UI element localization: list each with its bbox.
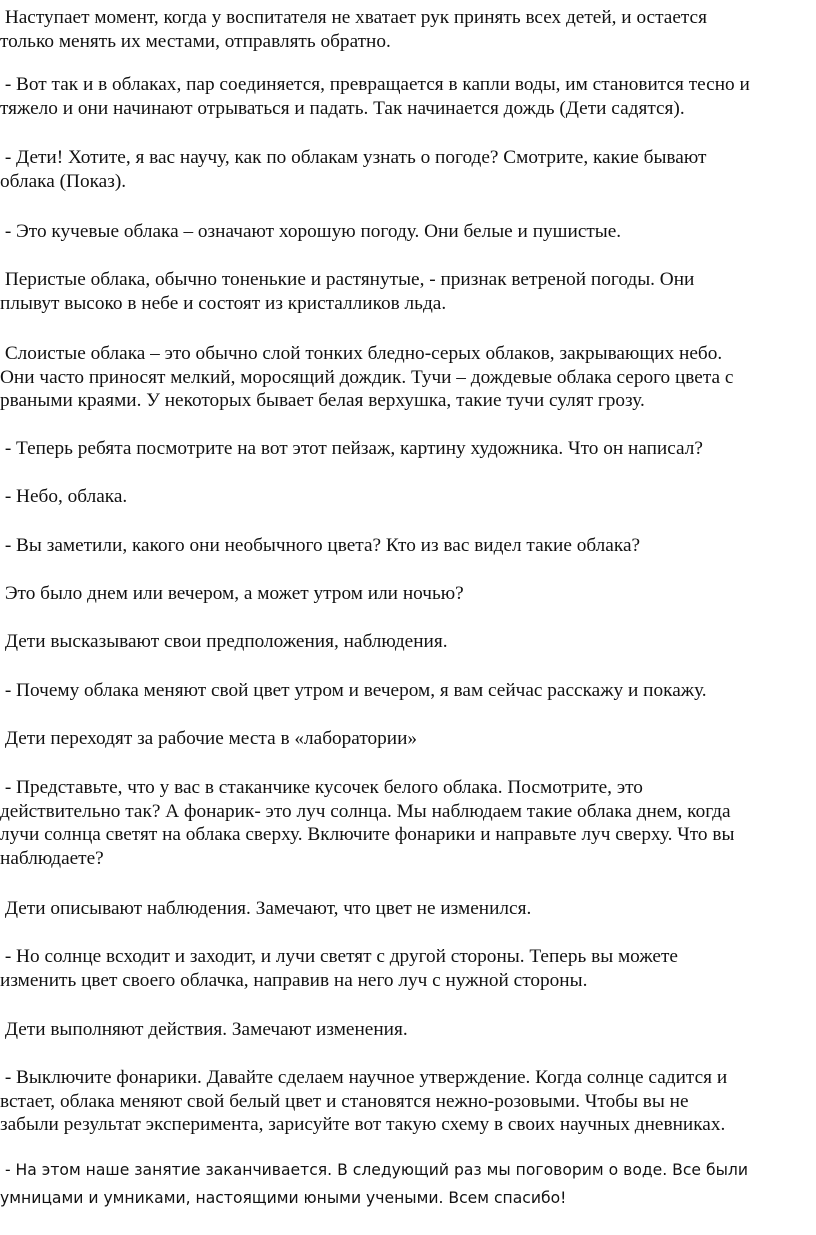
paragraph-16 <box>0 945 812 992</box>
paragraph-5-line-2: плывут высоко в небе и состоят из кристалликов льда. <box>0 292 447 314</box>
paragraph-16-line-2: изменить цвет своего облачка, направив на него луч с нужной стороны. <box>0 969 588 991</box>
paragraph-14-line-3: лучи солнца светят на облака сверху. Включите фонарики и направьте луч сверху. Что вы <box>0 824 735 846</box>
paragraph-1-line-2: только менять их местами, отправлять обратно. <box>0 30 391 52</box>
paragraph-14-line-4: наблюдаете? <box>0 847 104 869</box>
paragraph-19-line-2: умницами и умниками, настоящими юными учеными. Всем спасибо! <box>0 1189 567 1207</box>
paragraph-18 <box>0 1066 812 1137</box>
paragraph-7-line-1: - Теперь ребята посмотрите на вот этот пейзаж, картину художника. Что он написал? <box>0 438 703 459</box>
paragraph-6-line-2: Они часто приносят мелкий, моросящий дождик. Тучи – дождевые облака серого цвета с <box>0 366 734 388</box>
paragraph-3-line-1: - Дети! Хотите, я вас научу, как по облакам узнать о погоде? Смотрите, какие бывают <box>0 147 707 168</box>
paragraph-16-line-1: - Но солнце всходит и заходит, и лучи светят с другой стороны. Теперь вы можете <box>0 946 678 967</box>
paragraph-19-line-1: - На этом наше занятие заканчивается. В следующий раз мы поговорим о воде. Все были <box>0 1161 748 1179</box>
paragraph-2-line-2: тяжело и они начинают отрываться и падать. Так начинается дождь (Дети садятся). <box>0 97 685 119</box>
paragraph-8 <box>0 485 812 509</box>
paragraph-13-line-1: Дети переходят за рабочие места в «лаборатории» <box>0 728 418 749</box>
paragraph-14-line-2: действительно так? А фонарик- это луч солнца. Мы наблюдаем такие облака днем, когда <box>0 800 731 822</box>
paragraph-10-line-1: Это было днем или вечером, а может утром или ночью? <box>0 583 464 604</box>
paragraph-14-line-1: - Представьте, что у вас в стаканчике кусочек белого облака. Посмотрите, это <box>0 777 643 798</box>
paragraph-1-line-1: Наступает момент, когда у воспитателя не хватает рук принять всех детей, и остается <box>0 7 707 28</box>
paragraph-14 <box>0 776 812 870</box>
paragraph-4-line-1: - Это кучевые облака – означают хорошую погоду. Они белые и пушистые. <box>0 221 622 242</box>
paragraph-11 <box>0 630 812 654</box>
paragraph-18-line-2: встает, облака меняют свой белый цвет и становятся нежно-розовыми. Чтобы вы не <box>0 1090 689 1112</box>
paragraph-18-line-3: забыли результат эксперимента, зарисуйте вот такую схему в своих научных дневниках. <box>0 1114 726 1136</box>
paragraph-4 <box>0 220 812 244</box>
paragraph-8-line-1: - Небо, облака. <box>0 486 128 507</box>
paragraph-5-line-1: Перистые облака, обычно тоненькие и растянутые, - признак ветреной погоды. Они <box>0 269 695 290</box>
paragraph-17-line-1: Дети выполняют действия. Замечают изменения. <box>0 1019 408 1040</box>
paragraph-15 <box>0 897 812 921</box>
paragraph-5 <box>0 268 812 315</box>
paragraph-13 <box>0 727 812 751</box>
paragraph-10 <box>0 582 812 606</box>
paragraph-9-line-1: - Вы заметили, какого они необычного цвета? Кто из вас видел такие облака? <box>0 535 641 556</box>
paragraph-9 <box>0 534 812 558</box>
paragraph-11-line-1: Дети высказывают свои предположения, наблюдения. <box>0 631 448 652</box>
paragraph-3 <box>0 146 812 193</box>
paragraph-2 <box>0 73 812 120</box>
paragraph-6-line-3: рваными краями. У некоторых бывает белая верхушка, такие тучи сулят грозу. <box>0 390 645 412</box>
paragraph-19 <box>0 1156 812 1212</box>
paragraph-12-line-1: - Почему облака меняют свой цвет утром и вечером, я вам сейчас расскажу и покажу. <box>0 680 707 701</box>
paragraph-18-line-1: - Выключите фонарики. Давайте сделаем научное утверждение. Когда солнце садится и <box>0 1067 728 1088</box>
paragraph-2-line-1: - Вот так и в облаках, пар соединяется, превращается в капли воды, им становится тесно и <box>0 74 750 95</box>
paragraph-12 <box>0 679 812 703</box>
paragraph-6-line-1: Слоистые облака – это обычно слой тонких бледно-серых облаков, закрывающих небо. <box>0 343 723 364</box>
paragraph-7 <box>0 437 812 461</box>
paragraph-15-line-1: Дети описывают наблюдения. Замечают, что цвет не изменился. <box>0 898 532 919</box>
paragraph-17 <box>0 1018 812 1042</box>
paragraph-1 <box>0 6 812 53</box>
paragraph-3-line-2: облака (Показ). <box>0 170 127 192</box>
paragraph-6 <box>0 342 812 413</box>
